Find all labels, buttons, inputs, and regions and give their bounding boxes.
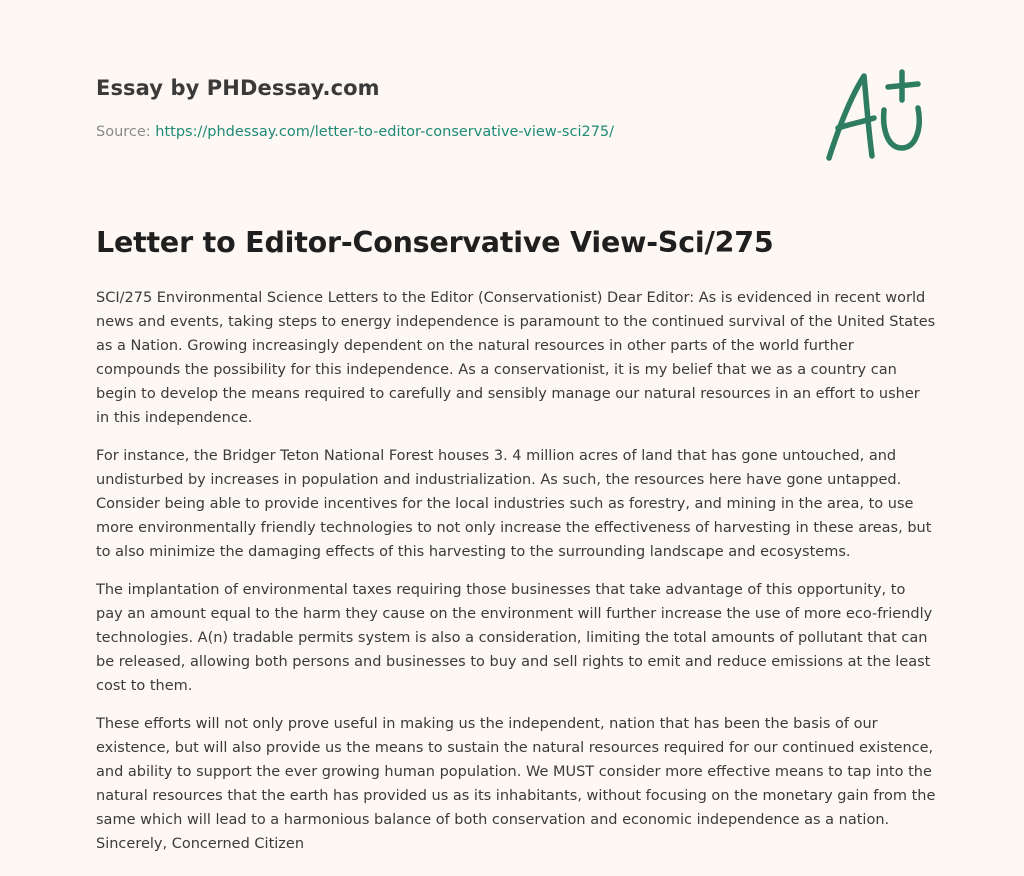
paragraph-3: The implantation of environmental taxes requiring those businesses that take advantage of this opportunity, to pay an amount equal to the harm they cause on the environment will further increase the use of more eco-friendly technologies. A(n) tradable permits system is also a consideration, limiting the total amounts of pollutant that can be released, allowing both persons and businesses to buy and sell rights to emit and reduce emissions at the least cost to them. [96, 582, 933, 694]
source-label: Source: [96, 124, 156, 140]
a-plus-logo-icon [822, 66, 930, 166]
source-link[interactable]: https://phdessay.com/letter-to-editor-conservative-view-sci275/ [155, 124, 615, 140]
paragraph-2: For instance, the Bridger Teton National Forest houses 3. 4 million acres of land that has gone untouched, and undisturbed by increases in population and industrialization. As such, the resources here have gone untapped. Consider being able to provide incentives for the local industries such as forestry, and mining in the area, to use more environmentally friendly technologies to not only increase the effectiveness of harvesting in these areas, but to also minimize the damaging effects of this harvesting to the surrounding landscape and ecosystems. [96, 448, 932, 560]
site-name: Essay by PHDessay.com [96, 76, 380, 100]
paragraph-4: These efforts will not only prove useful in making us the independent, nation that has been the basis of our existence, but will also provide us the means to sustain the natural resources required for our continued existence, and ability to support the ever growing human population. We MUST consider more effective means to tap into the natural resources that the earth has provided us as its inhabitants, without focusing on the monetary gain from the same which will lead to a harmonious balance of both conservation and economic independence as a nation. Sincerely, Concerned Citizen [96, 716, 936, 852]
page-title: Letter to Editor-Conservative View-Sci/275 [96, 226, 774, 259]
source-line [96, 124, 614, 140]
paragraph-1: SCI/275 Environmental Science Letters to the Editor (Conservationist) Dear Editor: As is evidenced in recent world news and events, taking steps to energy independence is paramount to the continued survival of the United States as a Nation. Growing increasingly dependent on the natural resources in other parts of the world further compounds the possibility for this independence. As a conservationist, it is my belief that we as a country can begin to develop the means required to carefully and sensibly manage our natural resources in an effort to usher in this independence. [96, 290, 936, 426]
article-body [96, 286, 936, 870]
